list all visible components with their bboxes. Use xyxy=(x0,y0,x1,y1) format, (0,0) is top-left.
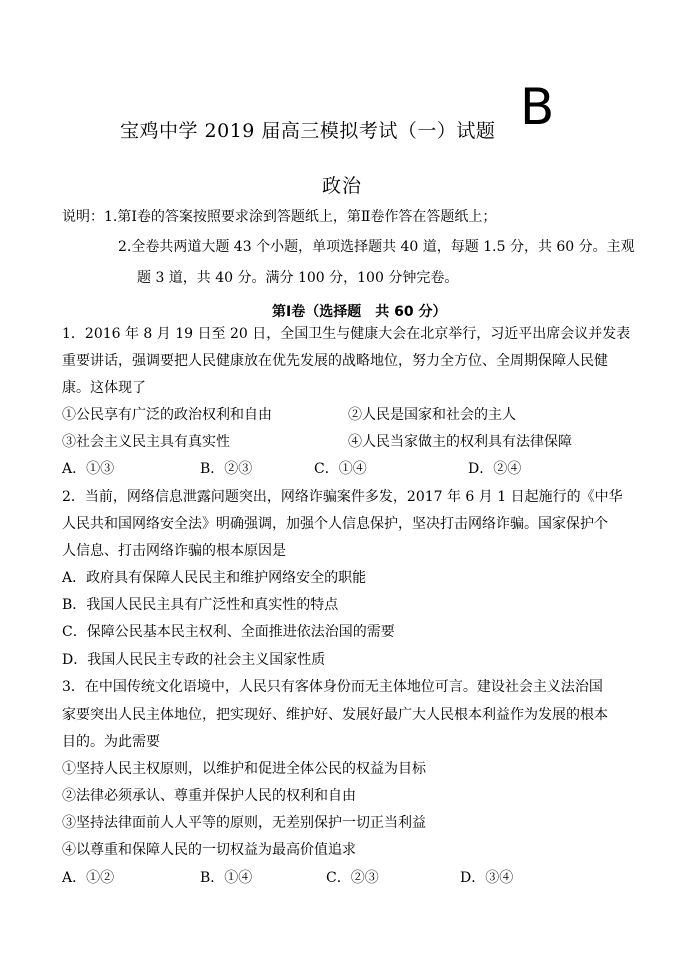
q2-stem-line-1: 2．当前，网络信息泄露问题突出，网络诈骗案件多发，2017 年 6 月 1 日起施行的《中华 xyxy=(62,489,623,505)
q1-statement-1: ①公民享有广泛的政治权利和自由 xyxy=(62,407,272,423)
q3-statement-2: ②法律必须承认、尊重并保护人民的权利和自由 xyxy=(62,788,356,804)
q1-statement-2: ②人民是国家和社会的主人 xyxy=(348,407,516,423)
q3-stem-line-1: 3．在中国传统文化语境中，人民只有客体身份而无主体地位可言。建设社会主义法治国 xyxy=(62,679,603,695)
q2-choice-a: A．政府具有保障人民民主和维护网络安全的职能 xyxy=(62,570,367,586)
q3-choice-d: D．③④ xyxy=(460,870,514,886)
q1-choice-d: D．②④ xyxy=(468,461,522,477)
exam-title: 宝鸡中学 2019 届高三模拟考试（一）试题 xyxy=(120,120,496,142)
q3-statement-1: ①坚持人民主权原则，以维护和促进全体公民的权益为目标 xyxy=(62,761,426,777)
q1-stem-line-1: 1．2016 年 8 月 19 日至 20 日，全国卫生与健康大会在北京举行，习近平出席会议并发表 xyxy=(62,326,631,342)
q1-statement-3: ③社会主义民主具有真实性 xyxy=(62,434,230,450)
q1-choice-b: B．②③ xyxy=(200,461,253,477)
q3-stem-line-3: 目的。为此需要 xyxy=(62,734,160,750)
q3-statement-3: ③坚持法律面前人人平等的原则，无差别保护一切正当利益 xyxy=(62,815,426,831)
section-1-title: 第Ⅰ卷（选择题 共 60 分） xyxy=(272,304,447,320)
instruction-line-1: 说明：1.第Ⅰ卷的答案按照要求涂到答题纸上，第Ⅱ卷作答在答题纸上； xyxy=(62,209,497,225)
q3-stem-line-2: 家要突出人民主体地位，把实现好、维护好、发展好最广大人民根本利益作为发展的根本 xyxy=(62,707,608,723)
q2-choice-d: D．我国人民民主专政的社会主义国家性质 xyxy=(62,652,326,668)
q2-stem-line-2: 人民共和国网络安全法》明确强调，加强个人信息保护，坚决打击网络诈骗。国家保护个 xyxy=(62,516,608,532)
instruction-line-3: 题 3 道，共 40 分。满分 100 分，100 分钟完卷。 xyxy=(137,270,459,286)
q1-choice-a: A．①③ xyxy=(62,461,115,477)
q3-choice-c: C．②③ xyxy=(326,870,379,886)
q3-statement-4: ④以尊重和保障人民的一切权益为最高价值追求 xyxy=(62,842,356,858)
q2-choice-c: C．保障公民基本民主权利、全面推进依法治国的需要 xyxy=(62,624,395,640)
q3-choice-a: A．①② xyxy=(62,870,115,886)
paper-version-letter: B xyxy=(520,78,555,136)
q1-stem-line-3: 康。这体现了 xyxy=(62,380,146,396)
q1-statement-4: ④人民当家做主的权利具有法律保障 xyxy=(348,434,572,450)
q1-stem-line-2: 重要讲话，强调要把人民健康放在优先发展的战略地位，努力全方位、全周期保障人民健 xyxy=(62,353,608,369)
subject-title: 政治 xyxy=(322,175,363,197)
q2-choice-b: B．我国人民民主具有广泛性和真实性的特点 xyxy=(62,597,339,613)
instruction-line-2: 2.全卷共两道大题 43 个小题，单项选择题共 40 道，每题 1.5 分，共 60 分。主观 xyxy=(118,239,635,255)
q3-choice-b: B．①④ xyxy=(200,870,253,886)
q2-stem-line-3: 人信息、打击网络诈骗的根本原因是 xyxy=(62,543,286,559)
q1-choice-c: C．①④ xyxy=(314,461,367,477)
